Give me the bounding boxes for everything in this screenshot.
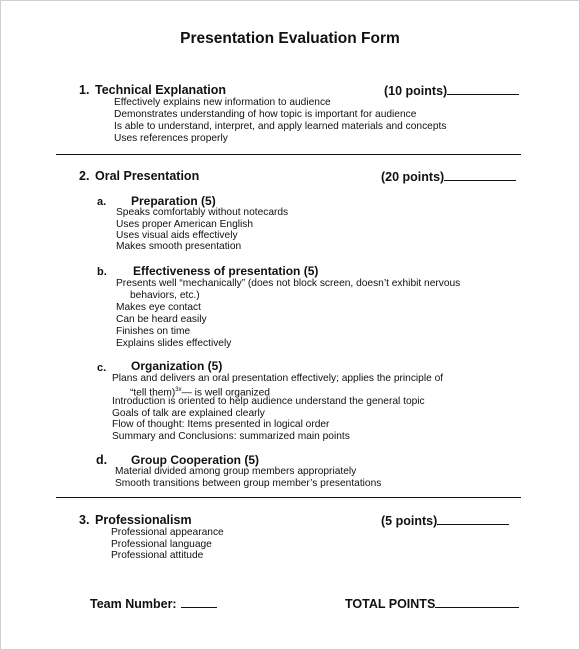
criteria-item: Introduction is oriented to help audience understand the general topic	[112, 396, 425, 407]
section-points: (20 points)	[381, 169, 516, 184]
criteria-item: Finishes on time	[116, 326, 191, 337]
section-divider	[56, 497, 521, 498]
subsection-letter: c.	[97, 362, 107, 374]
criteria-item: Demonstrates understanding of how topic is important for audience	[114, 109, 417, 120]
team-number	[90, 596, 217, 611]
section-number: 1.	[79, 83, 90, 97]
criteria-item: Flow of thought: Items presented in logical order	[112, 419, 330, 430]
subsection-heading: Preparation (5)	[131, 194, 216, 208]
section-heading: Professionalism	[95, 513, 192, 527]
criteria-item: Professional attitude	[111, 550, 204, 561]
section-heading: Technical Explanation	[95, 83, 227, 97]
subsection-heading: Group Cooperation (5)	[131, 453, 259, 467]
criteria-item: Professional appearance	[111, 527, 224, 538]
criteria-item: Summary and Conclusions: summarized main points	[112, 431, 350, 442]
criteria-item: Goals of talk are explained clearly	[112, 408, 265, 419]
criteria-item: “tell them)$^{3x}$— is well organized	[130, 387, 270, 399]
total-points	[345, 596, 519, 611]
criteria-item: Presents well “mechanically” (does not block screen, doesn’t exhibit nervous	[116, 278, 461, 289]
criteria-item: Explains slides effectively	[116, 338, 232, 349]
team-number-label: Team Number:	[90, 597, 177, 611]
team-number-blank[interactable]	[181, 596, 217, 608]
total-points-blank[interactable]	[435, 596, 519, 608]
subsection-heading: Organization (5)	[131, 359, 223, 373]
score-blank[interactable]	[437, 513, 509, 525]
subsection-letter: b.	[97, 266, 107, 278]
subsection-letter: a.	[97, 196, 107, 208]
section-divider	[56, 154, 521, 155]
criteria-item: Can be heard easily	[116, 314, 207, 325]
criteria-item: Plans and delivers an oral presentation effectively; applies the principle of	[112, 373, 444, 384]
criteria-item: Speaks comfortably without notecards	[116, 207, 289, 218]
criteria-item: Smooth transitions between group member’s presentations	[115, 478, 382, 489]
section-number: 2.	[79, 169, 90, 183]
page-title: Presentation Evaluation Form	[180, 30, 400, 47]
score-blank[interactable]	[444, 169, 516, 181]
score-blank[interactable]	[447, 83, 519, 95]
criteria-item: behaviors, etc.)	[130, 290, 200, 301]
criteria-item: Uses visual aids effectively	[116, 230, 238, 241]
section-number: 3.	[79, 513, 90, 527]
section-heading: Oral Presentation	[95, 169, 200, 183]
criteria-item: Makes smooth presentation	[116, 241, 242, 252]
criteria-item: Professional language	[111, 539, 212, 550]
criteria-item: Makes eye contact	[116, 302, 201, 313]
subsection-heading: Effectiveness of presentation (5)	[133, 264, 319, 278]
section-points: (5 points)	[381, 513, 509, 528]
criteria-item: Effectively explains new information to audience	[114, 97, 331, 108]
section-points: (10 points)	[384, 83, 519, 98]
criteria-item: Material divided among group members appropriately	[115, 466, 357, 477]
criteria-item: Uses references properly	[114, 133, 228, 144]
subsection-letter: d.	[96, 453, 108, 467]
total-points-label: TOTAL POINTS	[345, 597, 436, 611]
criteria-item: Is able to understand, interpret, and apply learned materials and concepts	[114, 121, 447, 132]
criteria-item: Uses proper American English	[116, 219, 254, 230]
